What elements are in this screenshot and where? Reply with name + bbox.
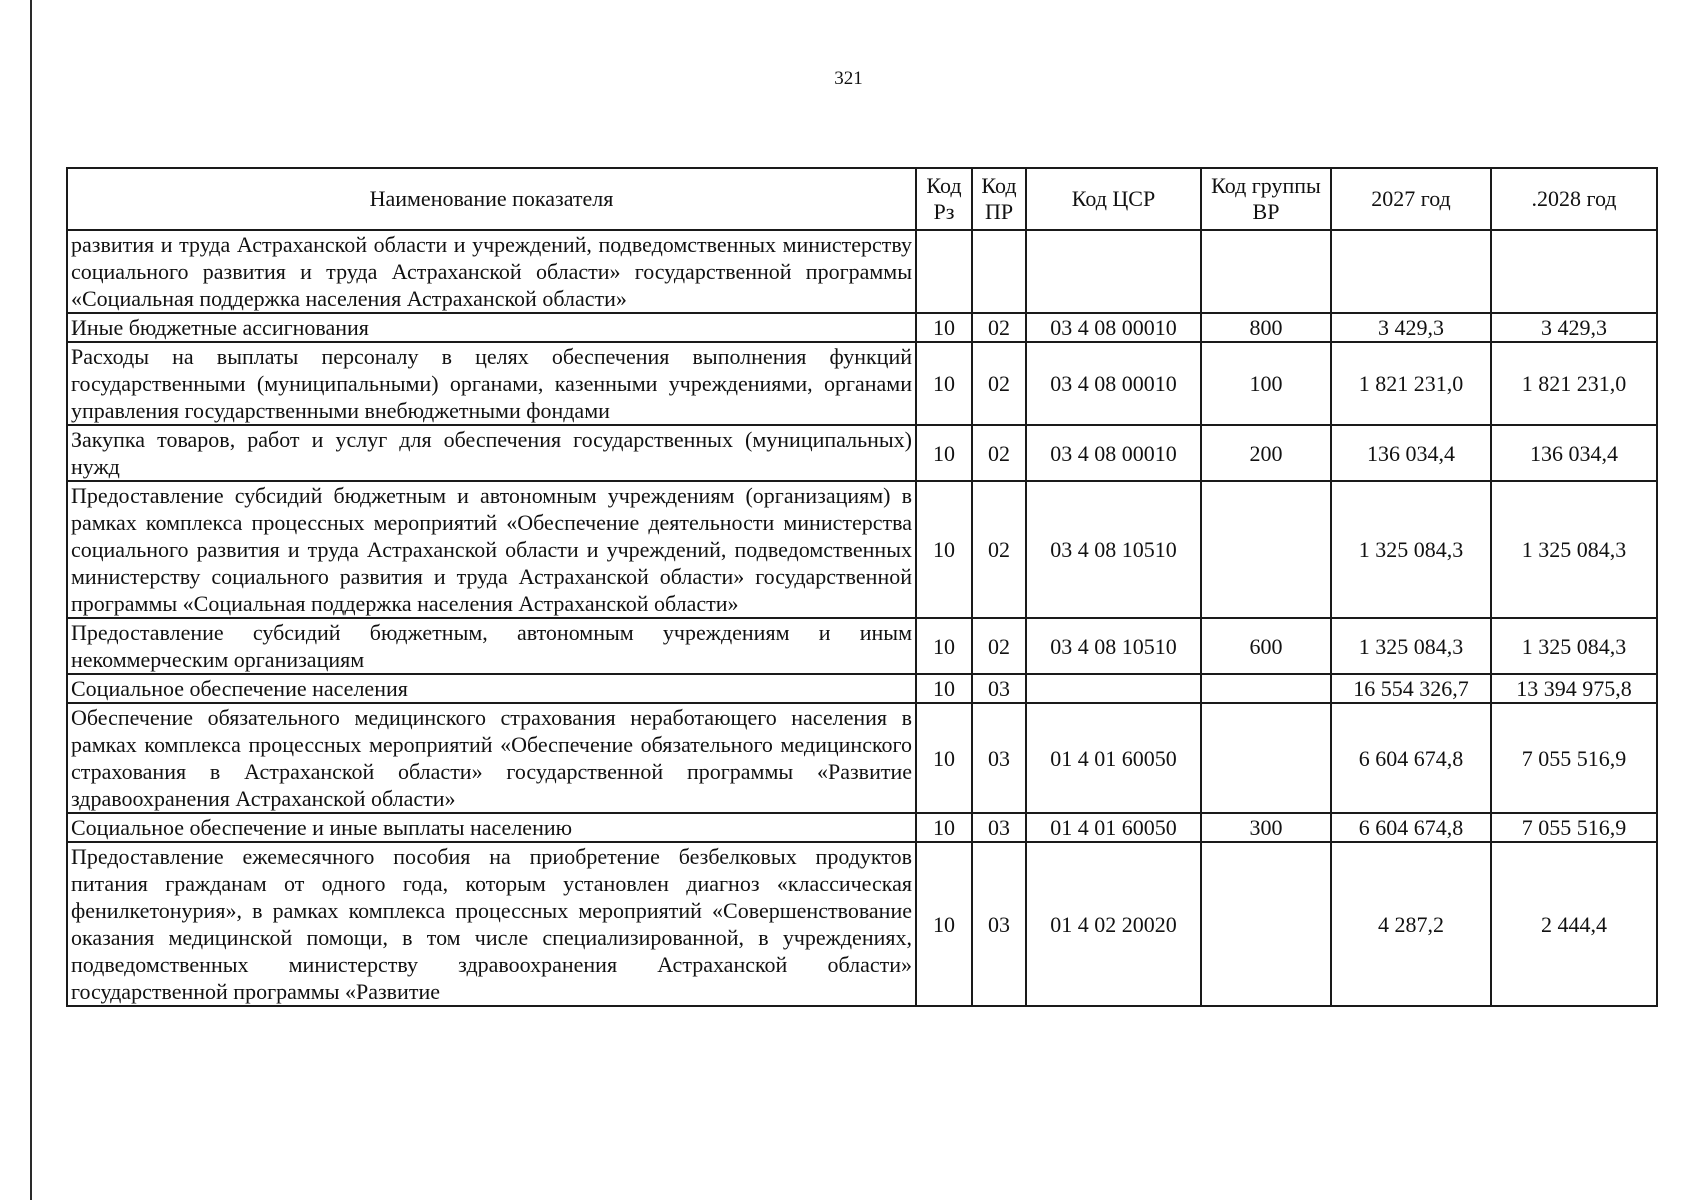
header-vr: Код группы ВР xyxy=(1201,168,1331,230)
cell-name: Закупка товаров, работ и услуг для обеспечения государственных (муниципальных) нужд xyxy=(67,425,916,481)
cell-2028 xyxy=(1491,230,1657,313)
page-number: 321 xyxy=(834,68,863,89)
cell-rz: 10 xyxy=(916,618,972,674)
table-row xyxy=(67,342,1657,425)
cell-2027 xyxy=(1331,230,1491,313)
table-row xyxy=(67,481,1657,618)
cell-csr: 03 4 08 10510 xyxy=(1026,481,1201,618)
cell-pr: 02 xyxy=(972,618,1026,674)
header-pr: Код ПР xyxy=(972,168,1026,230)
cell-name: Предоставление субсидий бюджетным и автономным учреждениям (организациям) в рамках комплекса процессных мероприятий «Обеспечение деятельности министерства социального развития и труда Астраханской области и учреждений, подведомственных министерству социального развития и труда Астраханской области» государственной программы «Социальная поддержка населения Астраханской области» xyxy=(67,481,916,618)
cell-name: Социальное обеспечение населения xyxy=(67,674,916,703)
header-2027: 2027 год xyxy=(1331,168,1491,230)
cell-name: Обеспечение обязательного медицинского страхования неработающего населения в рамках комплекса процессных мероприятий «Обеспечение обязательного медицинского страхования в Астраханской области» государственной программы «Развитие здравоохранения Астраханской области» xyxy=(67,703,916,813)
cell-vr xyxy=(1201,674,1331,703)
table-row xyxy=(67,230,1657,313)
cell-rz: 10 xyxy=(916,813,972,842)
cell-rz: 10 xyxy=(916,842,972,1006)
header-2028: .2028 год xyxy=(1491,168,1657,230)
cell-2028: 1 325 084,3 xyxy=(1491,618,1657,674)
cell-2028: 3 429,3 xyxy=(1491,313,1657,342)
cell-pr: 03 xyxy=(972,813,1026,842)
table-row xyxy=(67,425,1657,481)
cell-vr: 600 xyxy=(1201,618,1331,674)
cell-vr xyxy=(1201,703,1331,813)
cell-vr: 100 xyxy=(1201,342,1331,425)
cell-rz: 10 xyxy=(916,313,972,342)
cell-csr: 01 4 01 60050 xyxy=(1026,813,1201,842)
cell-rz: 10 xyxy=(916,674,972,703)
cell-pr: 02 xyxy=(972,313,1026,342)
cell-2028: 7 055 516,9 xyxy=(1491,703,1657,813)
cell-name: Социальное обеспечение и иные выплаты населению xyxy=(67,813,916,842)
cell-2028: 1 325 084,3 xyxy=(1491,481,1657,618)
header-rz: Код Рз xyxy=(916,168,972,230)
cell-name: Предоставление ежемесячного пособия на приобретение безбелковых продуктов питания гражданам от одного года, которым установлен диагноз «классическая фенилкетонурия», в рамках комплекса процессных мероприятий «Совершенствование оказания медицинской помощи, в том числе специализированной, в учреждениях, подведомственных министерству здравоохранения Астраханской области» государственной программы «Развитие xyxy=(67,842,916,1006)
cell-csr: 01 4 01 60050 xyxy=(1026,703,1201,813)
cell-pr: 02 xyxy=(972,342,1026,425)
cell-csr: 03 4 08 10510 xyxy=(1026,618,1201,674)
cell-name: Иные бюджетные ассигнования xyxy=(67,313,916,342)
cell-2028: 7 055 516,9 xyxy=(1491,813,1657,842)
table-row xyxy=(67,313,1657,342)
cell-vr xyxy=(1201,481,1331,618)
cell-rz: 10 xyxy=(916,342,972,425)
table-body xyxy=(67,230,1657,1006)
cell-csr: 03 4 08 00010 xyxy=(1026,342,1201,425)
cell-pr: 03 xyxy=(972,842,1026,1006)
scan-edge-line xyxy=(30,0,32,1200)
cell-2027: 3 429,3 xyxy=(1331,313,1491,342)
table-row xyxy=(67,813,1657,842)
cell-2027: 6 604 674,8 xyxy=(1331,703,1491,813)
cell-rz: 10 xyxy=(916,425,972,481)
cell-pr: 02 xyxy=(972,481,1026,618)
cell-csr xyxy=(1026,674,1201,703)
cell-csr xyxy=(1026,230,1201,313)
cell-csr: 01 4 02 20020 xyxy=(1026,842,1201,1006)
cell-rz: 10 xyxy=(916,481,972,618)
header-name: Наименование показателя xyxy=(67,168,916,230)
cell-rz xyxy=(916,230,972,313)
cell-2027: 6 604 674,8 xyxy=(1331,813,1491,842)
cell-name: Расходы на выплаты персоналу в целях обеспечения выполнения функций государственными (муниципальными) органами, казенными учреждениями, органами управления государственными внебюджетными фондами xyxy=(67,342,916,425)
cell-vr: 200 xyxy=(1201,425,1331,481)
cell-pr: 03 xyxy=(972,674,1026,703)
cell-csr: 03 4 08 00010 xyxy=(1026,425,1201,481)
cell-name: развития и труда Астраханской области и учреждений, подведомственных министерству социального развития и труда Астраханской области» государственной программы «Социальная поддержка населения Астраханской области» xyxy=(67,230,916,313)
cell-2027: 1 325 084,3 xyxy=(1331,481,1491,618)
cell-2028: 2 444,4 xyxy=(1491,842,1657,1006)
table-header-row xyxy=(67,168,1657,230)
table-row xyxy=(67,842,1657,1006)
cell-2028: 13 394 975,8 xyxy=(1491,674,1657,703)
cell-2027: 16 554 326,7 xyxy=(1331,674,1491,703)
cell-2027: 1 325 084,3 xyxy=(1331,618,1491,674)
cell-2027: 136 034,4 xyxy=(1331,425,1491,481)
table-row xyxy=(67,703,1657,813)
budget-table xyxy=(66,167,1658,1007)
cell-vr xyxy=(1201,230,1331,313)
cell-csr: 03 4 08 00010 xyxy=(1026,313,1201,342)
cell-name: Предоставление субсидий бюджетным, автономным учреждениям и иным некоммерческим организациям xyxy=(67,618,916,674)
cell-vr xyxy=(1201,842,1331,1006)
cell-2028: 136 034,4 xyxy=(1491,425,1657,481)
cell-pr: 02 xyxy=(972,425,1026,481)
cell-pr xyxy=(972,230,1026,313)
cell-vr: 300 xyxy=(1201,813,1331,842)
header-csr: Код ЦСР xyxy=(1026,168,1201,230)
cell-vr: 800 xyxy=(1201,313,1331,342)
cell-2027: 1 821 231,0 xyxy=(1331,342,1491,425)
table-row xyxy=(67,674,1657,703)
table-row xyxy=(67,618,1657,674)
cell-2027: 4 287,2 xyxy=(1331,842,1491,1006)
cell-rz: 10 xyxy=(916,703,972,813)
cell-pr: 03 xyxy=(972,703,1026,813)
cell-2028: 1 821 231,0 xyxy=(1491,342,1657,425)
